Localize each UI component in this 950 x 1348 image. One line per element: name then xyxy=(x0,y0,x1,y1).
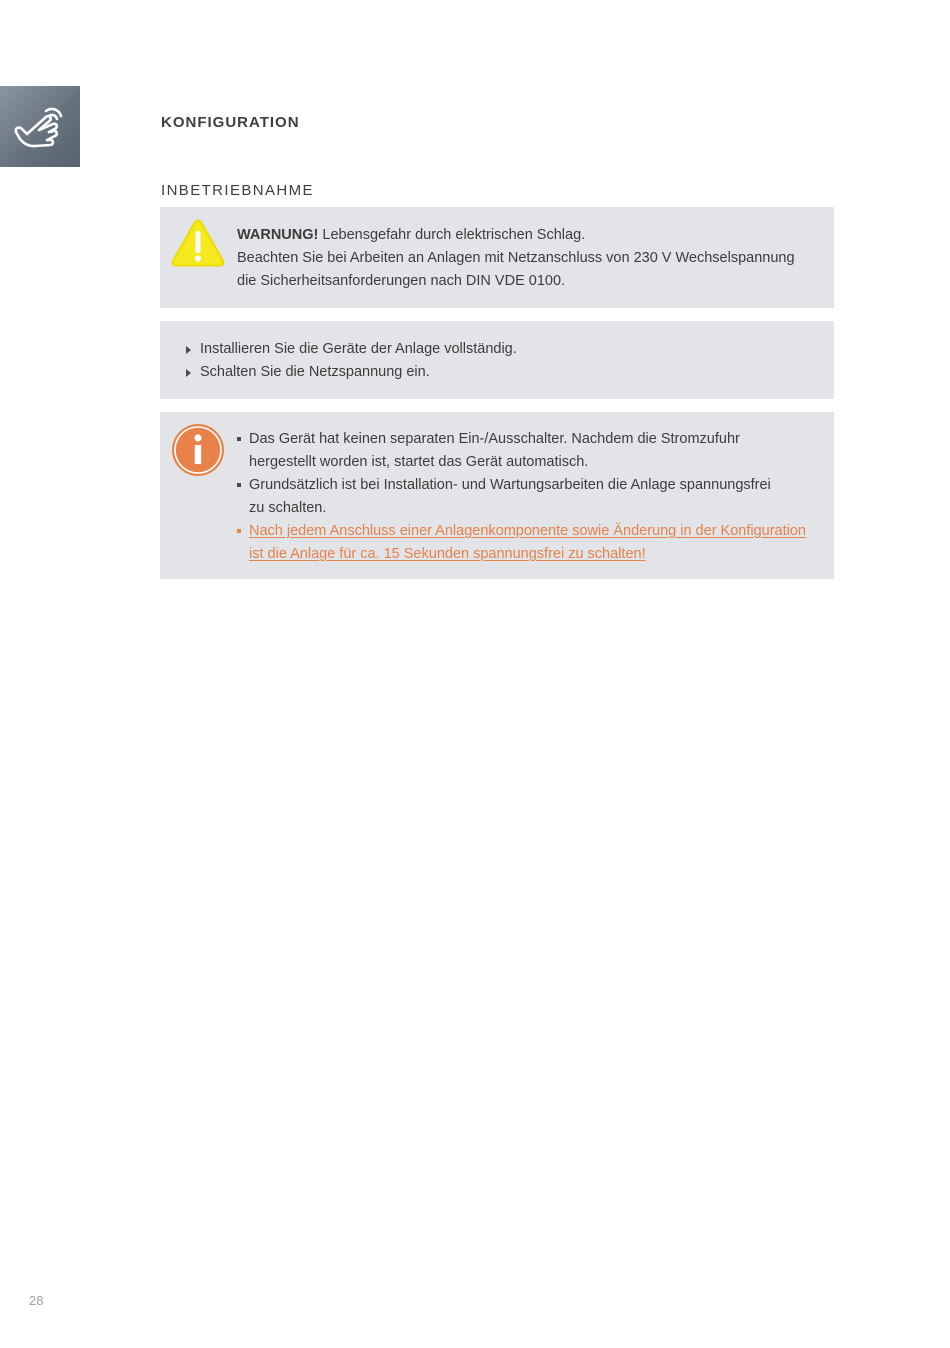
info-item-line: zu schalten. xyxy=(249,500,327,516)
step-item xyxy=(186,338,517,361)
warning-triangle-icon xyxy=(170,217,226,269)
subsection-title: INBETRIEBNAHME xyxy=(161,182,314,199)
section-tab xyxy=(0,86,80,167)
info-item xyxy=(237,428,827,474)
warning-label: WARNUNG! xyxy=(237,227,319,243)
warning-headline: Lebensgefahr durch elektrischen Schlag. xyxy=(318,227,586,243)
info-item-line: Grundsätzlich ist bei Installation- und Wartungsarbeiten die Anlage spannungsfrei xyxy=(249,477,771,493)
touch-hand-icon xyxy=(13,105,67,149)
bullet-icon xyxy=(237,483,241,487)
info-list xyxy=(237,428,827,566)
bullet-icon xyxy=(237,437,241,441)
steps-box xyxy=(160,321,834,399)
warning-line-1 xyxy=(237,224,795,247)
step-item xyxy=(186,361,517,384)
step-text: Installieren Sie die Geräte der Anlage vollständig. xyxy=(200,341,517,357)
info-item-line: Nach jedem Anschluss einer Anlagenkomponente sowie Änderung in der Konfiguration xyxy=(249,523,806,539)
steps-list xyxy=(186,338,517,384)
info-circle-icon xyxy=(171,423,225,477)
info-item-highlight xyxy=(237,520,827,566)
info-item-line: Das Gerät hat keinen separaten Ein-/Ausschalter. Nachdem die Stromzufuhr xyxy=(249,431,740,447)
warning-line-3: die Sicherheitsanforderungen nach DIN VDE 0100. xyxy=(237,273,566,289)
warning-box xyxy=(160,207,834,308)
bullet-icon xyxy=(237,529,241,533)
warning-line-2: Beachten Sie bei Arbeiten an Anlagen mit Netzanschluss von 230 V Wechselspannung xyxy=(237,250,795,266)
page-number: 28 xyxy=(29,1293,44,1308)
arrow-right-icon xyxy=(186,346,191,354)
section-title: KONFIGURATION xyxy=(161,114,300,131)
info-item-line: ist die Anlage für ca. 15 Sekunden spannungsfrei zu schalten! xyxy=(249,546,646,562)
info-item xyxy=(237,474,827,520)
info-box xyxy=(160,412,834,579)
info-item-text xyxy=(249,474,827,520)
warning-text xyxy=(237,224,795,293)
step-text: Schalten Sie die Netzspannung ein. xyxy=(200,364,430,380)
info-item-text xyxy=(249,428,827,474)
info-item-text xyxy=(249,520,827,566)
arrow-right-icon xyxy=(186,369,191,377)
info-item-line: hergestellt worden ist, startet das Gerät automatisch. xyxy=(249,454,589,470)
